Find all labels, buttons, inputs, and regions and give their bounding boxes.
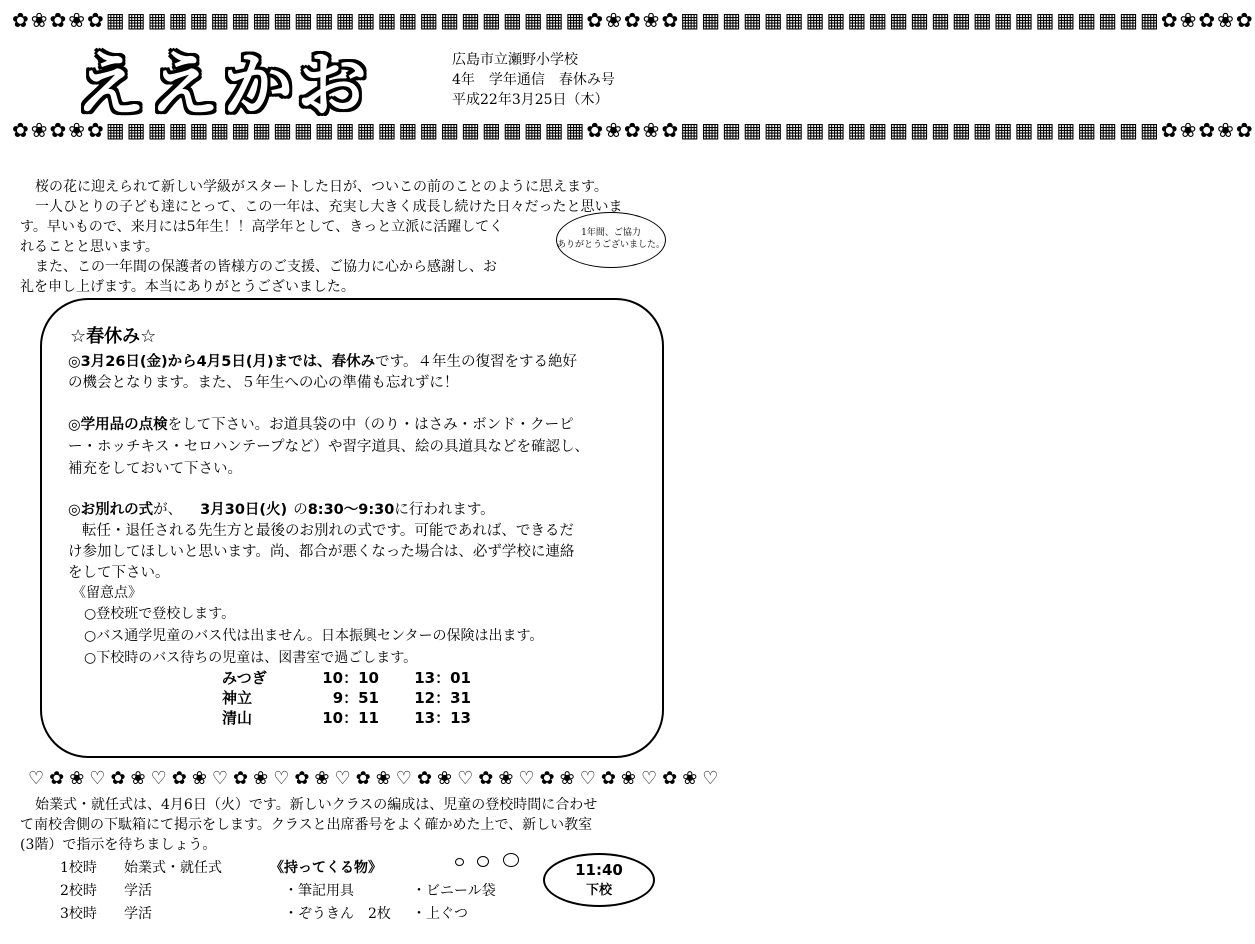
item-indoor-shoes: ・上ぐつ xyxy=(412,906,468,922)
spring-p3-text-c: に行われます。 xyxy=(394,502,495,518)
bus-time-1: 10：10 xyxy=(322,669,379,687)
ceremony-line-3: (3階）で指示を待ちましょう。 xyxy=(20,837,217,853)
bubble-small xyxy=(455,858,464,866)
bus-stop: 清山 xyxy=(222,709,253,727)
dismissal-oval xyxy=(543,853,655,907)
spring-p2-text: をして下さい。お道具袋の中（のり・はさみ・ボンド・クーピ xyxy=(167,417,574,433)
spring-p3-line-4: をして下さい。 xyxy=(68,565,170,581)
supplies-check-highlight: ◎学用品の点検 xyxy=(68,417,168,433)
schedule-event: 始業式・就任式 xyxy=(124,860,222,876)
issue-date: 平成22年3月25日（木） xyxy=(452,92,609,108)
spring-p1-line-1 xyxy=(68,352,577,372)
bus-stop: 神立 xyxy=(222,689,253,707)
spring-p3-line-1 xyxy=(68,500,495,520)
item-rags: ・ぞうきん 2枚 xyxy=(284,906,391,922)
intro-line-3: す。早いもので、来月には5年生！！高学年として、きっと立派に活躍してく xyxy=(20,219,504,235)
spring-p1-text: です。４年生の復習をする絶好 xyxy=(375,354,577,370)
intro-line-6: 礼を申し上げます。本当にありがとうございました。 xyxy=(20,279,355,295)
newsletter-title: ええかお xyxy=(75,44,371,126)
bubble-medium xyxy=(477,856,489,867)
notes-heading: 《留意点》 xyxy=(72,585,142,601)
schedule-period: 3校時 xyxy=(60,906,97,922)
bubble-large xyxy=(503,853,519,867)
farewell-ceremony-highlight: ◎お別れの式 xyxy=(68,502,154,518)
spring-p2-line-1 xyxy=(68,415,574,435)
dismissal-time: 11:40 xyxy=(575,861,623,879)
schedule-period: 2校時 xyxy=(60,883,97,899)
flower-border-bottom: ✿❀✿❀✿▦▦▦▦▦▦▦▦▦▦▦▦▦▦▦▦▦▦▦▦▦▦▦✿❀✿❀✿▦▦▦▦▦▦▦▦▦▦▦▦▦▦▦▦▦▦▦▦▦▦▦✿❀✿❀✿ xyxy=(12,118,1255,142)
intro-line-1: 桜の花に迎えられて新しい学級がスタートした日が、ついこの前のことのように思えます。 xyxy=(35,179,608,195)
spring-p1-line-2: の機会となります。また、５年生への心の準備も忘れずに！ xyxy=(68,375,459,391)
bus-stop: みつぎ xyxy=(222,669,267,687)
school-name: 広島市立瀬野小学校 xyxy=(452,52,578,68)
bus-time-2: 13：13 xyxy=(414,709,471,727)
items-heading: 《持ってくる物》 xyxy=(270,860,382,876)
bus-time-1: 10：11 xyxy=(322,709,379,727)
spring-p2-line-3: 補充をしておいて下さい。 xyxy=(68,461,242,477)
spring-dates-highlight: ◎3月26日(金)から4月5日(月)までは、春休み xyxy=(68,354,376,370)
dismissal-label: 下校 xyxy=(585,883,612,898)
spring-p3-line-2: 転任・退任される先生方と最後のお別れの式です。可能であれば、できるだ xyxy=(82,523,574,539)
intro-line-2: 一人ひとりの子ども達にとって、この一年は、充実し大きく成長し続けた日々だったと思いま xyxy=(35,199,623,215)
schedule-period: 1校時 xyxy=(60,860,97,876)
item-plastic-bag: ・ビニール袋 xyxy=(412,883,496,899)
ceremony-line-2: て南校舎側の下駄箱にて掲示をします。クラスと出席番号をよく確かめた上で、新しい教室 xyxy=(20,817,593,833)
thanks-note-bubble xyxy=(556,212,666,268)
schedule-event: 学活 xyxy=(124,906,152,922)
note-item: ○登校班で登校します。 xyxy=(84,606,236,622)
item-writing-tools: ・筆記用具 xyxy=(284,883,354,899)
bus-time-1: 9：51 xyxy=(332,689,379,707)
farewell-date-highlight: 3月30日(火) xyxy=(200,502,288,518)
spring-p3-text-b: の xyxy=(293,502,308,518)
thanks-note-line-1: 1年間、ご協力 xyxy=(581,228,641,238)
farewell-time-highlight: 8:30～9:30 xyxy=(307,502,395,518)
bus-time-2: 13：01 xyxy=(414,669,471,687)
note-item: ○下校時のバス待ちの児童は、図書室で過ごします。 xyxy=(84,650,418,666)
decorative-divider: ♡✿❀♡✿❀♡✿❀♡✿❀♡✿❀♡✿❀♡✿❀♡✿❀♡✿❀♡✿❀♡✿❀♡ xyxy=(28,768,724,789)
schedule-event: 学活 xyxy=(124,883,152,899)
thanks-note-line-2: ありがとうございました。 xyxy=(557,240,666,250)
intro-line-4: れることと思います。 xyxy=(20,239,159,255)
issue-label: 4年 学年通信 春休み号 xyxy=(452,72,615,88)
note-item: ○バス通学児童のバス代は出ません。日本振興センターの保険は出ます。 xyxy=(84,628,544,644)
bus-row-kiyoyama xyxy=(222,709,471,728)
bus-row-mitsugi xyxy=(222,669,471,688)
spring-heading: ☆春休み☆ xyxy=(70,326,157,347)
ceremony-line-1: 始業式・就任式は、4月6日（火）です。新しいクラスの編成は、児童の登校時間に合わせ xyxy=(35,797,598,813)
flower-border-top: ✿❀✿❀✿▦▦▦▦▦▦▦▦▦▦▦▦▦▦▦▦▦▦▦▦▦▦▦✿❀✿❀✿▦▦▦▦▦▦▦▦▦▦▦▦▦▦▦▦▦▦▦▦▦▦▦✿❀✿❀✿ xyxy=(12,8,1255,32)
spring-p3-line-3: け参加してほしいと思います。尚、都合が悪くなった場合は、必ず学校に連絡 xyxy=(68,544,575,560)
spring-p3-text-a: が、 xyxy=(153,502,183,518)
bus-time-2: 12：31 xyxy=(414,689,471,707)
spring-p2-line-2: ー・ホッチキス・セロハンテープなど）や習字道具、絵の具道具などを確認し、 xyxy=(68,439,589,455)
intro-line-5: また、この一年間の保護者の皆様方のご支援、ご協力に心から感謝し、お xyxy=(35,259,497,275)
bus-row-kandachi xyxy=(222,689,471,708)
